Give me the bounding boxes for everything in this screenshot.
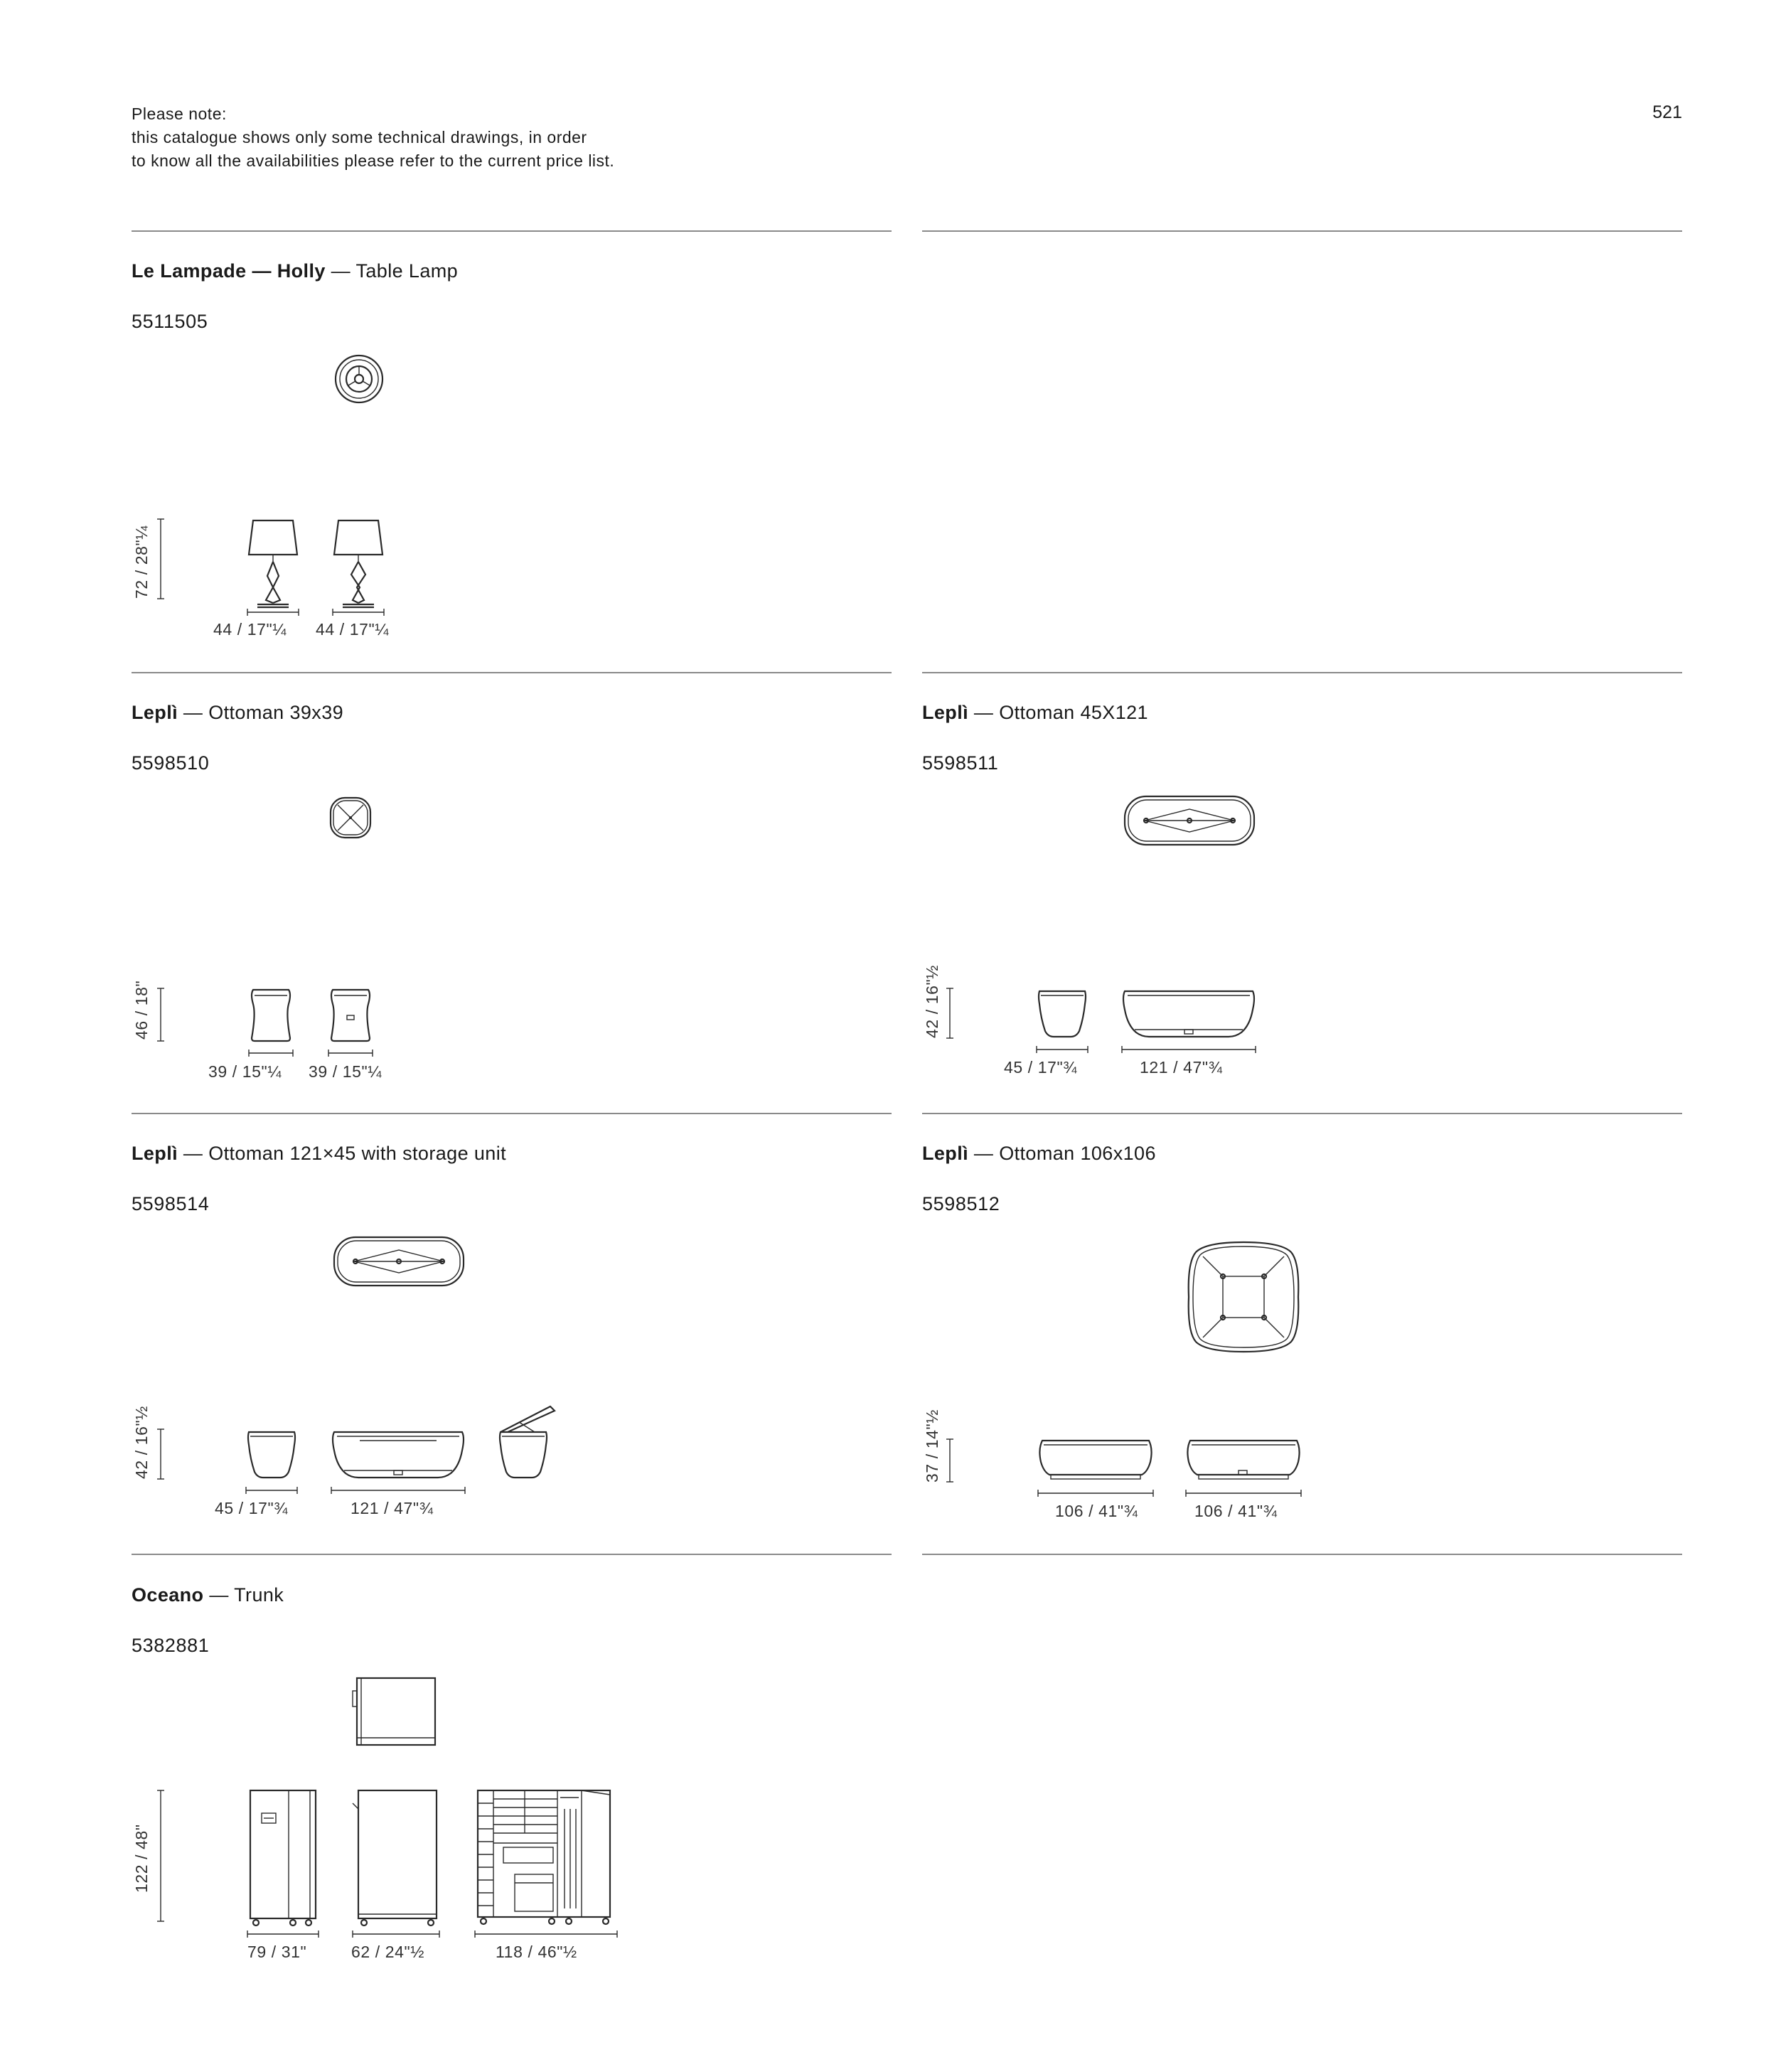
product-type: Ottoman 106x106 xyxy=(999,1143,1156,1164)
width-dimension: 106 / 41"¾ xyxy=(1194,1502,1278,1520)
width-dimension: 62 / 24"½ xyxy=(351,1943,425,1961)
height-dimension-line xyxy=(156,987,165,1042)
product-title: Leplì — Ottoman 121×45 with storage unit xyxy=(132,1143,507,1164)
divider-rule xyxy=(132,230,892,232)
ottoman-square-side-view-drawing xyxy=(1186,1439,1301,1480)
product-code: 5382881 xyxy=(132,1635,210,1656)
divider-rule xyxy=(922,1113,1682,1114)
height-dimension: 72 / 28"¼ xyxy=(132,525,151,599)
divider-rule xyxy=(922,672,1682,673)
width-dimension-line xyxy=(327,1049,374,1057)
catalogue-note xyxy=(132,102,614,173)
product-code: 5598511 xyxy=(922,752,999,774)
ottoman-front-view-drawing xyxy=(249,988,293,1042)
ottoman-square-front-view-drawing xyxy=(1038,1439,1153,1480)
trunk-side-view-drawing xyxy=(351,1789,439,1928)
ottoman-square-top-view-drawing xyxy=(1187,1241,1300,1353)
width-dimension-line xyxy=(331,608,385,616)
width-dimension: 118 / 46"½ xyxy=(496,1943,577,1961)
width-dimension-line xyxy=(246,608,300,616)
height-dimension: 37 / 14"½ xyxy=(923,1409,941,1483)
divider-rule xyxy=(922,1554,1682,1555)
product-type: Ottoman 45X121 xyxy=(999,702,1148,723)
width-dimension-line xyxy=(351,1930,441,1938)
ottoman-storage-side-view-drawing xyxy=(331,1431,465,1479)
product-title: Leplì — Ottoman 45X121 xyxy=(922,702,1148,723)
product-type: Ottoman 39x39 xyxy=(208,702,344,723)
ottoman-top-view-drawing xyxy=(329,796,372,839)
note-line-3: to know all the availabilities please refer to the current price list. xyxy=(132,151,615,170)
width-dimension: 106 / 41"¾ xyxy=(1055,1502,1138,1520)
product-name: Leplì xyxy=(132,702,178,723)
width-dimension: 39 / 15"¼ xyxy=(208,1062,282,1081)
width-dimension: 45 / 17"¾ xyxy=(1004,1058,1078,1077)
ottoman-side-view-drawing xyxy=(1122,990,1256,1038)
width-dimension-line xyxy=(1120,1045,1257,1054)
divider-rule xyxy=(132,672,892,673)
width-dimension-line xyxy=(1037,1489,1155,1497)
width-dimension-line xyxy=(1035,1045,1089,1054)
page-number: 521 xyxy=(1652,102,1682,122)
height-dimension-line xyxy=(946,1438,954,1483)
product-name: Holly xyxy=(277,260,326,282)
height-dimension: 122 / 48" xyxy=(132,1824,151,1893)
height-dimension: 42 / 16"½ xyxy=(132,1405,151,1479)
product-code: 5598510 xyxy=(132,752,210,774)
product-title: Leplì — Ottoman 39x39 xyxy=(132,702,344,723)
width-dimension-line xyxy=(330,1486,466,1495)
width-dimension: 79 / 31" xyxy=(247,1943,307,1961)
ottoman-storage-open-view-drawing xyxy=(498,1404,559,1480)
height-dimension-line xyxy=(156,1428,165,1480)
width-dimension-line xyxy=(246,1930,320,1938)
ottoman-side-view-drawing xyxy=(328,988,373,1042)
trunk-top-view-drawing xyxy=(351,1677,438,1748)
product-type: Ottoman 121×45 with storage unit xyxy=(208,1143,507,1164)
width-dimension: 45 / 17"¾ xyxy=(215,1499,289,1517)
product-name: Leplì xyxy=(922,1143,969,1164)
product-title: Oceano — Trunk xyxy=(132,1584,284,1606)
product-brand: Le Lampade xyxy=(132,260,247,282)
ottoman-front-view-drawing xyxy=(1037,990,1088,1038)
height-dimension-line xyxy=(156,1789,165,1923)
height-dimension-line xyxy=(946,987,954,1040)
trunk-front-view-drawing xyxy=(247,1789,319,1928)
divider-rule xyxy=(922,230,1682,232)
width-dimension: 44 / 17"¼ xyxy=(213,620,287,639)
divider-rule xyxy=(132,1113,892,1114)
ottoman-storage-top-view-drawing xyxy=(333,1236,465,1287)
width-dimension-line xyxy=(247,1049,294,1057)
note-line-1: Please note: xyxy=(132,105,227,123)
lamp-top-view-drawing xyxy=(334,354,384,404)
lamp-side-view-drawing xyxy=(333,519,384,613)
product-code: 5511505 xyxy=(132,311,208,332)
product-type: Table Lamp xyxy=(355,260,459,282)
height-dimension: 42 / 16"½ xyxy=(923,964,941,1038)
trunk-open-view-drawing xyxy=(475,1788,617,1928)
product-code: 5598514 xyxy=(132,1193,210,1214)
ottoman-top-view-drawing xyxy=(1123,795,1256,846)
product-name: Oceano xyxy=(132,1584,204,1606)
product-type: Trunk xyxy=(234,1584,284,1606)
width-dimension-line xyxy=(474,1930,619,1938)
product-title: Leplì — Ottoman 106x106 xyxy=(922,1143,1156,1164)
width-dimension: 44 / 17"¼ xyxy=(316,620,390,639)
width-dimension-line xyxy=(245,1486,299,1495)
width-dimension: 121 / 47"¾ xyxy=(351,1499,434,1517)
width-dimension: 39 / 15"¼ xyxy=(309,1062,383,1081)
product-name: Leplì xyxy=(922,702,969,723)
height-dimension: 46 / 18" xyxy=(132,980,151,1040)
width-dimension-line xyxy=(1184,1489,1302,1497)
product-code: 5598512 xyxy=(922,1193,1000,1214)
note-line-2: this catalogue shows only some technical drawings, in order xyxy=(132,128,587,146)
product-name: Leplì xyxy=(132,1143,178,1164)
width-dimension: 121 / 47"¾ xyxy=(1140,1058,1223,1077)
product-title: Le Lampade — Holly — Table Lamp xyxy=(132,260,459,282)
ottoman-storage-front-view-drawing xyxy=(246,1431,297,1479)
divider-rule xyxy=(132,1554,892,1555)
height-dimension-line xyxy=(156,518,165,600)
lamp-front-view-drawing xyxy=(247,519,299,613)
